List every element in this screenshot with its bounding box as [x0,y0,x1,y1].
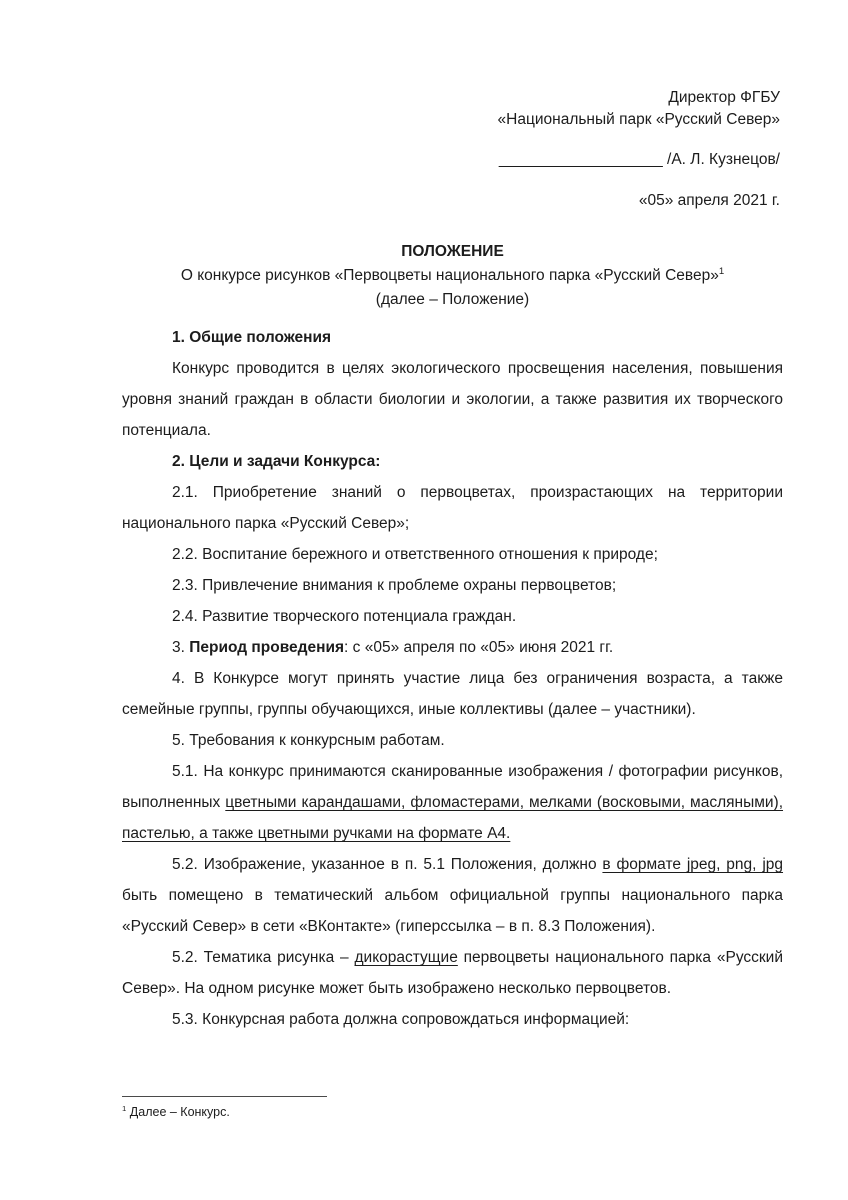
text-run: «Русский Север» в сети «ВКонтакте» (гиперссылка – в п. 8.3 Положения). [122,918,656,935]
signature-line [498,149,780,171]
text-line [122,880,783,911]
text-run: 1. Общие положения [172,329,332,346]
text-run: Конкурс проводится в целях экологического просвещения населения, повышения [172,360,783,377]
text-line [122,632,783,663]
text-run: 2. Цели и задачи Конкурса: [172,453,381,470]
text-line [122,787,783,818]
text-run: выполненных [122,794,226,811]
text-run: 2.4. Развитие творческого потенциала граждан. [172,608,517,625]
approval-header [498,87,780,212]
title-block [122,240,783,312]
text-run: первоцветы национального парка «Русский [457,949,783,966]
document-subtitle-2: (далее – Положение) [375,291,530,308]
text-run: 4. В Конкурсе могут принять участие лица без ограничения возраста, а также [172,670,783,687]
text-run: уровня знаний граждан в области биологии и экологии, а также развития их творческого [122,391,783,408]
text-line [122,322,783,353]
text-run: 3. [172,639,190,656]
text-run: Период проведения [189,639,345,656]
signature-blank: ___________________ [498,151,663,168]
text-line [122,849,783,880]
text-line [122,570,783,601]
text-run: Север». На одном рисунке может быть изображено несколько первоцветов. [122,980,672,997]
text-run: : с «05» апреля по «05» июня 2021 гг. [344,639,614,656]
text-run: национального парка «Русский Север»; [122,515,410,532]
text-line [122,508,783,539]
text-run: потенциала. [122,422,211,439]
text-line [122,942,783,973]
text-run: 2.3. Привлечение внимания к проблеме охраны первоцветов; [172,577,617,594]
text-run: 2.2. Воспитание бережного и ответственного отношения к природе; [172,546,658,563]
approval-date: «05» апреля 2021 г. [638,192,780,209]
text-run: 5. Требования к конкурсным работам. [172,732,445,749]
text-run: 5.1. На конкурс принимаются сканированные изображения / фотографии рисунков, [172,763,783,780]
text-line [122,663,783,694]
document-subtitle [122,264,783,288]
text-line [122,725,783,756]
text-line [122,694,783,725]
footnote-number: 1 [122,1103,127,1113]
text-line [122,539,783,570]
subtitle-text: О конкурсе рисунков «Первоцветы национального парка «Русский Север» [180,267,719,284]
text-run: цветными карандашами, фломастерами, мелками (восковыми, масляными), [225,794,784,811]
text-line [122,601,783,632]
text-line [122,415,783,446]
text-run: быть помещено в тематический альбом официальной группы национального парка [122,887,783,904]
text-line [122,818,783,849]
text-line [122,756,783,787]
text-line [122,1004,783,1035]
text-line [122,911,783,942]
approval-position: Директор ФГБУ [668,89,780,106]
footnote-reference: 1 [718,265,725,277]
text-line [122,973,783,1004]
footnote-separator [122,1096,327,1097]
text-run: 2.1. Приобретение знаний о первоцветах, произрастающих на территории [172,484,783,501]
text-line [122,384,783,415]
document-title: ПОЛОЖЕНИЕ [401,243,504,260]
document-body [122,322,783,1035]
text-run: 5.2. Тематика рисунка – [172,949,355,966]
signature-name: /А. Л. Кузнецов/ [667,151,780,168]
text-run: семейные группы, группы обучающихся, иные коллективы (далее – участники). [122,701,696,718]
footnote-text: Далее – Конкурс. [126,1105,230,1119]
text-line [122,446,783,477]
text-run: пастелью, а также цветными ручками на формате А4. [122,825,511,842]
text-run: в формате jpeg, png, jpg [602,856,784,873]
text-run: 5.2. Изображение, указанное в п. 5.1 Положения, должно [172,856,603,873]
footnote [122,1103,230,1122]
text-line [122,477,783,508]
text-run: 5.3. Конкурсная работа должна сопровождаться информацией: [172,1011,630,1028]
text-run: дикорастущие [354,949,458,966]
text-line [122,353,783,384]
approval-organization: «Национальный парк «Русский Север» [497,111,780,128]
